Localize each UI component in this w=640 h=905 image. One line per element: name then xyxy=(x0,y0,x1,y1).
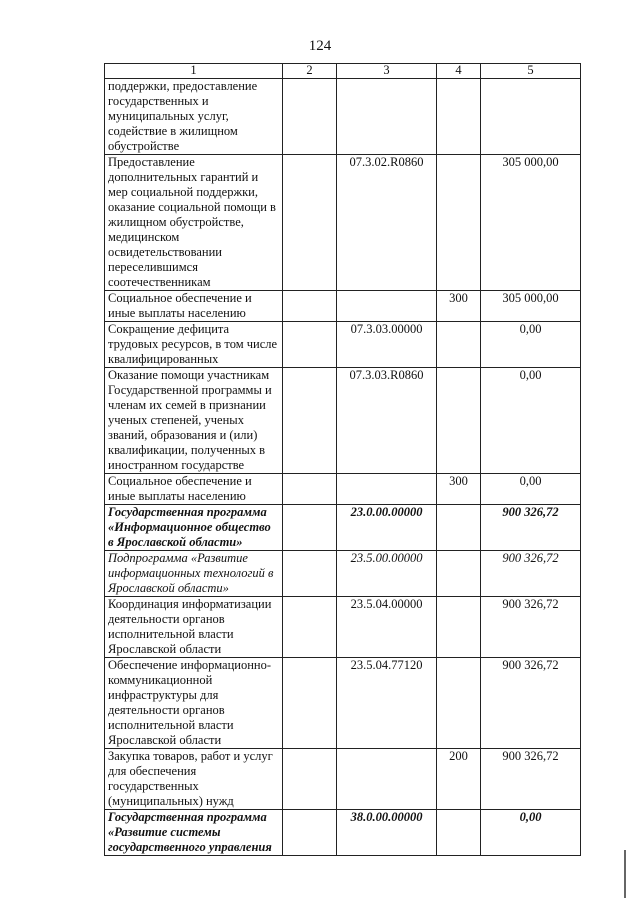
row-amount-cell: 0,00 xyxy=(481,474,581,505)
row-col2-cell xyxy=(283,658,337,749)
table-row xyxy=(105,810,581,856)
row-name-cell: Государственная программа «Развитие системы государственного управления xyxy=(105,810,283,856)
scan-edge-mark xyxy=(624,850,626,898)
row-name-cell: Координация информатизации деятельности органов исполнительной власти Ярославской области xyxy=(105,597,283,658)
row-amount-cell: 900 326,72 xyxy=(481,749,581,810)
row-name-cell: Социальное обеспечение и иные выплаты населению xyxy=(105,474,283,505)
row-amount-cell: 900 326,72 xyxy=(481,505,581,551)
row-code-cell xyxy=(337,474,437,505)
row-type-cell: 200 xyxy=(437,749,481,810)
row-col2-cell xyxy=(283,505,337,551)
row-type-cell xyxy=(437,322,481,368)
table-row xyxy=(105,597,581,658)
row-code-cell: 07.3.03.R0860 xyxy=(337,368,437,474)
row-name-cell: Сокращение дефицита трудовых ресурсов, в том числе квалифицированных xyxy=(105,322,283,368)
row-code-cell: 07.3.03.00000 xyxy=(337,322,437,368)
row-code-cell xyxy=(337,749,437,810)
row-type-cell: 300 xyxy=(437,474,481,505)
table-row xyxy=(105,505,581,551)
row-col2-cell xyxy=(283,368,337,474)
row-col2-cell xyxy=(283,291,337,322)
row-type-cell xyxy=(437,810,481,856)
row-type-cell: 300 xyxy=(437,291,481,322)
row-code-cell xyxy=(337,291,437,322)
header-col-1: 1 xyxy=(105,64,283,79)
row-name-cell: Обеспечение информационно-коммуникационной инфраструктуры для деятельности органов исполнительной власти Ярославской области xyxy=(105,658,283,749)
row-col2-cell xyxy=(283,474,337,505)
row-name-cell: Социальное обеспечение и иные выплаты населению xyxy=(105,291,283,322)
row-col2-cell xyxy=(283,597,337,658)
row-code-cell: 23.5.04.77120 xyxy=(337,658,437,749)
row-type-cell xyxy=(437,368,481,474)
row-name-cell: Оказание помощи участникам Государственной программы и членам их семей в признании ученых степеней, ученых званий, образования и (или) квалификации, полученных в иностранном государстве xyxy=(105,368,283,474)
row-name-cell: поддержки, предоставление государственных и муниципальных услуг, содействие в жилищном обустройстве xyxy=(105,79,283,155)
table-row xyxy=(105,155,581,291)
row-amount-cell: 0,00 xyxy=(481,322,581,368)
row-name-cell: Закупка товаров, работ и услуг для обеспечения государственных (муниципальных) нужд xyxy=(105,749,283,810)
row-amount-cell xyxy=(481,79,581,155)
row-type-cell xyxy=(437,79,481,155)
row-code-cell: 38.0.00.00000 xyxy=(337,810,437,856)
row-col2-cell xyxy=(283,551,337,597)
table-row xyxy=(105,658,581,749)
table-row xyxy=(105,291,581,322)
header-col-3: 3 xyxy=(337,64,437,79)
row-amount-cell: 305 000,00 xyxy=(481,291,581,322)
header-col-2: 2 xyxy=(283,64,337,79)
row-amount-cell: 900 326,72 xyxy=(481,597,581,658)
row-code-cell: 23.0.00.00000 xyxy=(337,505,437,551)
row-code-cell: 07.3.02.R0860 xyxy=(337,155,437,291)
row-type-cell xyxy=(437,597,481,658)
table-row xyxy=(105,474,581,505)
header-col-5: 5 xyxy=(481,64,581,79)
row-code-cell: 23.5.00.00000 xyxy=(337,551,437,597)
table-row xyxy=(105,749,581,810)
table-row xyxy=(105,368,581,474)
row-col2-cell xyxy=(283,79,337,155)
row-type-cell xyxy=(437,155,481,291)
row-type-cell xyxy=(437,505,481,551)
row-col2-cell xyxy=(283,810,337,856)
row-col2-cell xyxy=(283,155,337,291)
header-col-4: 4 xyxy=(437,64,481,79)
budget-table xyxy=(104,63,581,856)
row-amount-cell: 900 326,72 xyxy=(481,658,581,749)
row-amount-cell: 900 326,72 xyxy=(481,551,581,597)
row-col2-cell xyxy=(283,749,337,810)
row-name-cell: Подпрограмма «Развитие информационных технологий в Ярославской области» xyxy=(105,551,283,597)
table-body xyxy=(105,79,581,856)
table-header-row xyxy=(105,64,581,79)
row-amount-cell: 0,00 xyxy=(481,810,581,856)
table-row xyxy=(105,322,581,368)
page-number: 124 xyxy=(308,38,332,54)
row-type-cell xyxy=(437,551,481,597)
table-row xyxy=(105,79,581,155)
row-name-cell: Предоставление дополнительных гарантий и мер социальной поддержки, оказание социальной помощи в жилищном обустройстве, медицинском освидетельствовании переселившимся соотечественникам xyxy=(105,155,283,291)
row-amount-cell: 305 000,00 xyxy=(481,155,581,291)
row-col2-cell xyxy=(283,322,337,368)
table-row xyxy=(105,551,581,597)
row-name-cell: Государственная программа «Информационное общество в Ярославской области» xyxy=(105,505,283,551)
row-amount-cell: 0,00 xyxy=(481,368,581,474)
row-code-cell: 23.5.04.00000 xyxy=(337,597,437,658)
row-code-cell xyxy=(337,79,437,155)
row-type-cell xyxy=(437,658,481,749)
